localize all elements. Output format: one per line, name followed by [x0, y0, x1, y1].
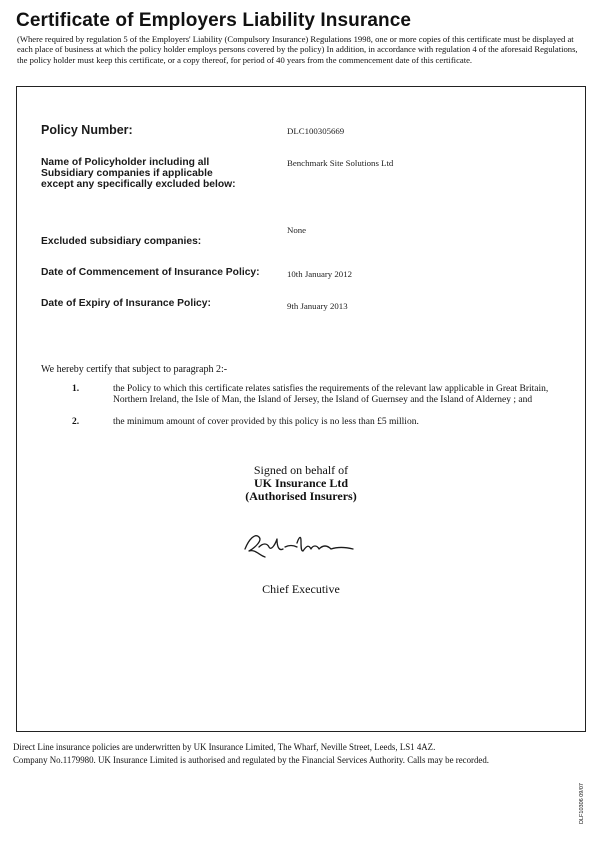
clause-number: 1. [72, 384, 80, 394]
signed-on-behalf-text: Signed on behalf of [253, 463, 349, 477]
policyholder-value: Benchmark Site Solutions Ltd [287, 158, 394, 168]
clause-text: the minimum amount of cover provided by this policy is no less than £5 million. [113, 417, 419, 427]
intro-paragraph: (Where required by regulation 5 of the Employers' Liability (Compulsory Insurance) Regulations 1998, one or more copies of this certificate must be displayed at each place of business at which the policy holder employs persons covered by the policy) In addition, in accordance with regulation 4 of the aforesaid Regulations, the policy holder must keep this certificate, or a copy thereof, for period of 40 years from the commencement date of this certificate. [17, 34, 578, 65]
policy-number-label: Policy Number: [41, 123, 133, 137]
insurer-name: UK Insurance Ltd [253, 476, 348, 490]
certificate-frame [16, 86, 586, 732]
excluded-companies-label: Excluded subsidiary companies: [41, 236, 202, 247]
commencement-date-label: Date of Commencement of Insurance Policy: [41, 267, 260, 278]
form-reference-code: DLF10306 09/07 [579, 783, 585, 824]
authorised-insurers-text: (Authorised Insurers) [245, 489, 357, 503]
footer-underwriter-text: Direct Line insurance policies are underwritten by UK Insurance Limited, The Wharf, Neville Street, Leeds, LS1 4AZ. [13, 742, 436, 752]
policyholder-label-line-1: Name of Policyholder including all [41, 157, 210, 168]
handwritten-signature [239, 527, 359, 563]
clause-text: the Policy to which this certificate relates satisfies the requirements of the relevant law applicable in Great Britain, Northern Ireland, the Isle of Man, the Island of Jersey, the Island of Guernsey and the Island of Alderney ; and [113, 384, 549, 405]
policyholder-label-line-2: Subsidiary companies if applicable [41, 168, 213, 179]
page-title: Certificate of Employers Liability Insurance [16, 10, 412, 31]
clause-number: 2. [72, 417, 80, 427]
expiry-date-label: Date of Expiry of Insurance Policy: [41, 298, 211, 309]
policyholder-label-line-3: except any specifically excluded below: [41, 179, 236, 190]
commencement-date-value: 10th January 2012 [287, 269, 352, 279]
expiry-date-value: 9th January 2013 [287, 301, 348, 311]
signatory-role: Chief Executive [262, 582, 340, 596]
footer-company-text: Company No.1179980. UK Insurance Limited is authorised and regulated by the Financial Services Authority. Calls may be recorded. [13, 755, 490, 765]
policy-number-value: DLC100305669 [287, 126, 345, 136]
excluded-companies-value: None [287, 225, 307, 235]
certify-statement: We hereby certify that subject to paragraph 2:- [41, 364, 228, 375]
